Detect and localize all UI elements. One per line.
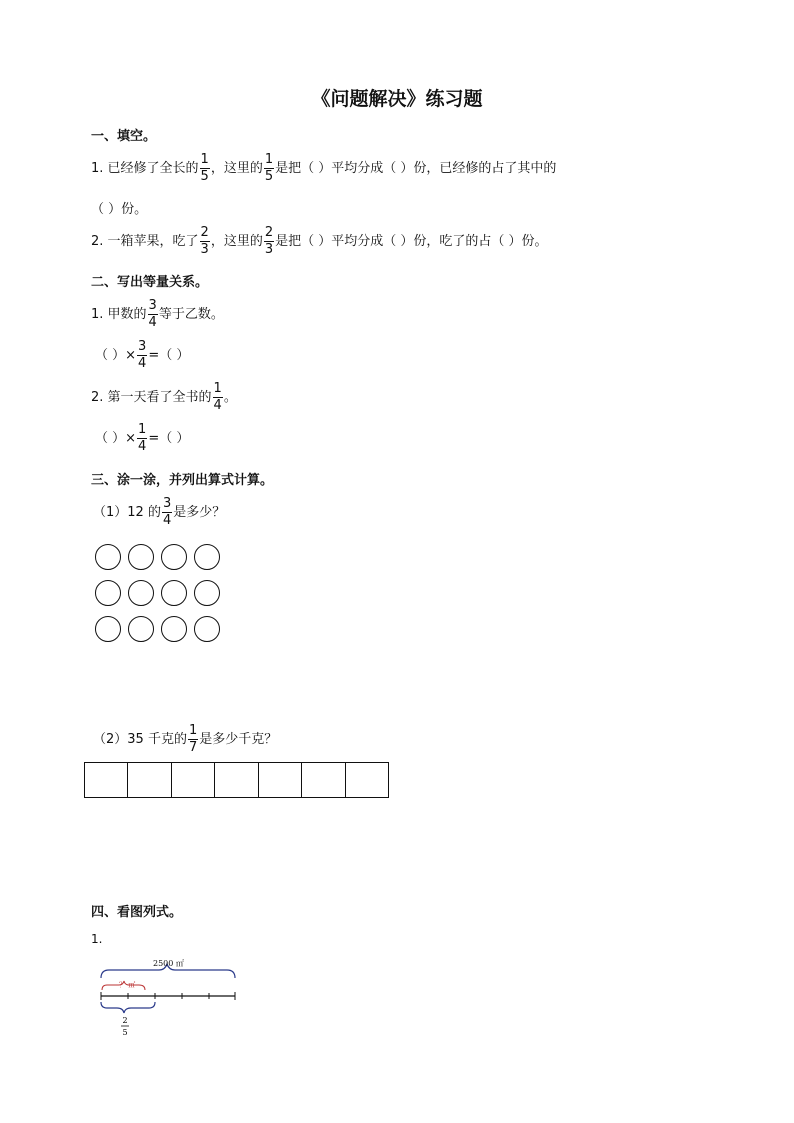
circle[interactable] [161, 616, 187, 642]
s2-question-2 [91, 381, 237, 414]
fraction: $\frac{3}{4}$ [162, 496, 172, 528]
fraction: $\frac{2}{3}$ [200, 225, 209, 257]
circle[interactable] [161, 544, 187, 570]
circle[interactable] [128, 544, 154, 570]
equation-right: =（ ） [148, 348, 190, 363]
s1-q1-text: 1. 已经修了全长的 [91, 161, 199, 176]
s3-q1-text: （1）12 的 [93, 505, 161, 520]
s1-question-2 [91, 225, 548, 258]
strip-cell[interactable] [128, 763, 171, 797]
s2-question-1 [91, 298, 224, 331]
s3-q1-text: 是多少？ [173, 505, 226, 520]
segment-diagram [95, 950, 245, 1040]
section-2-heading: 二、写出等量关系。 [91, 275, 209, 290]
s3-question-2 [93, 723, 277, 756]
circle[interactable] [194, 580, 220, 606]
circle[interactable] [95, 544, 121, 570]
s2-q2-text: 。 [223, 390, 237, 405]
s1-q2-text: 是把（ ）平均分成（ ）份，吃了的占（ ）份。 [275, 234, 548, 249]
fraction: $\frac{1}{5}$ [264, 152, 274, 184]
unknown-label: ？ ㎡ [119, 981, 136, 989]
circle[interactable] [95, 580, 121, 606]
s2-q2-equation [95, 422, 189, 455]
fraction-brace [101, 1002, 155, 1013]
circle[interactable] [128, 580, 154, 606]
fraction-denominator: 5 [122, 1028, 128, 1037]
circle[interactable] [194, 544, 220, 570]
s2-q1-text: 等于乙数。 [158, 307, 224, 322]
circle[interactable] [161, 580, 187, 606]
circle[interactable] [194, 616, 220, 642]
s3-q2-text: 是多少千克？ [199, 732, 278, 747]
strip-cell[interactable] [346, 763, 388, 797]
strip-cell[interactable] [215, 763, 258, 797]
strip-cell[interactable] [259, 763, 302, 797]
s2-q2-text: 2. 第一天看了全书的 [91, 390, 212, 405]
fraction: $\frac{3}{4}$ [138, 339, 147, 371]
s1-q1-text: 是把（ ）平均分成（ ）份，已经修的占了其中的 [275, 161, 557, 176]
s2-q1-text: 1. 甲数的 [91, 307, 147, 322]
s4-q1-label: 1. [91, 932, 103, 946]
fraction: $\frac{1}{4}$ [213, 381, 222, 413]
total-label: 2500 ㎡ [153, 959, 184, 968]
s1-q1-text: ，这里的 [210, 161, 263, 176]
fraction: $\frac{1}{5}$ [200, 152, 209, 184]
fraction: $\frac{2}{3}$ [264, 225, 274, 257]
s3-q2-text: （2）35 千克的 [93, 732, 187, 747]
equation-right: =（ ） [148, 431, 190, 446]
seven-part-strip [84, 762, 389, 798]
equation-left: （ ）× [95, 431, 137, 446]
s1-q2-text: 2. 一箱苹果，吃了 [91, 234, 199, 249]
s1-question-1 [91, 152, 556, 185]
s1-q1-continuation: （ ）份。 [91, 202, 148, 217]
fraction: $\frac{3}{4}$ [148, 298, 157, 330]
fraction: $\frac{1}{4}$ [138, 422, 147, 454]
section-1-heading: 一、填空。 [91, 129, 157, 144]
s3-question-1 [93, 496, 225, 529]
section-3-heading: 三、涂一涂，并列出算式计算。 [91, 473, 274, 488]
s2-q1-equation [95, 339, 189, 372]
page-title: 《问题解决》练习题 [311, 88, 483, 110]
strip-cell[interactable] [172, 763, 215, 797]
s1-q2-text: ，这里的 [210, 234, 263, 249]
circle[interactable] [128, 616, 154, 642]
section-4-heading: 四、看图列式。 [91, 905, 183, 920]
circle[interactable] [95, 616, 121, 642]
equation-left: （ ）× [95, 348, 137, 363]
fraction-numerator: 2 [122, 1016, 128, 1025]
fraction: $\frac{1}{7}$ [188, 723, 198, 755]
strip-cell[interactable] [302, 763, 345, 797]
strip-cell[interactable] [85, 763, 128, 797]
